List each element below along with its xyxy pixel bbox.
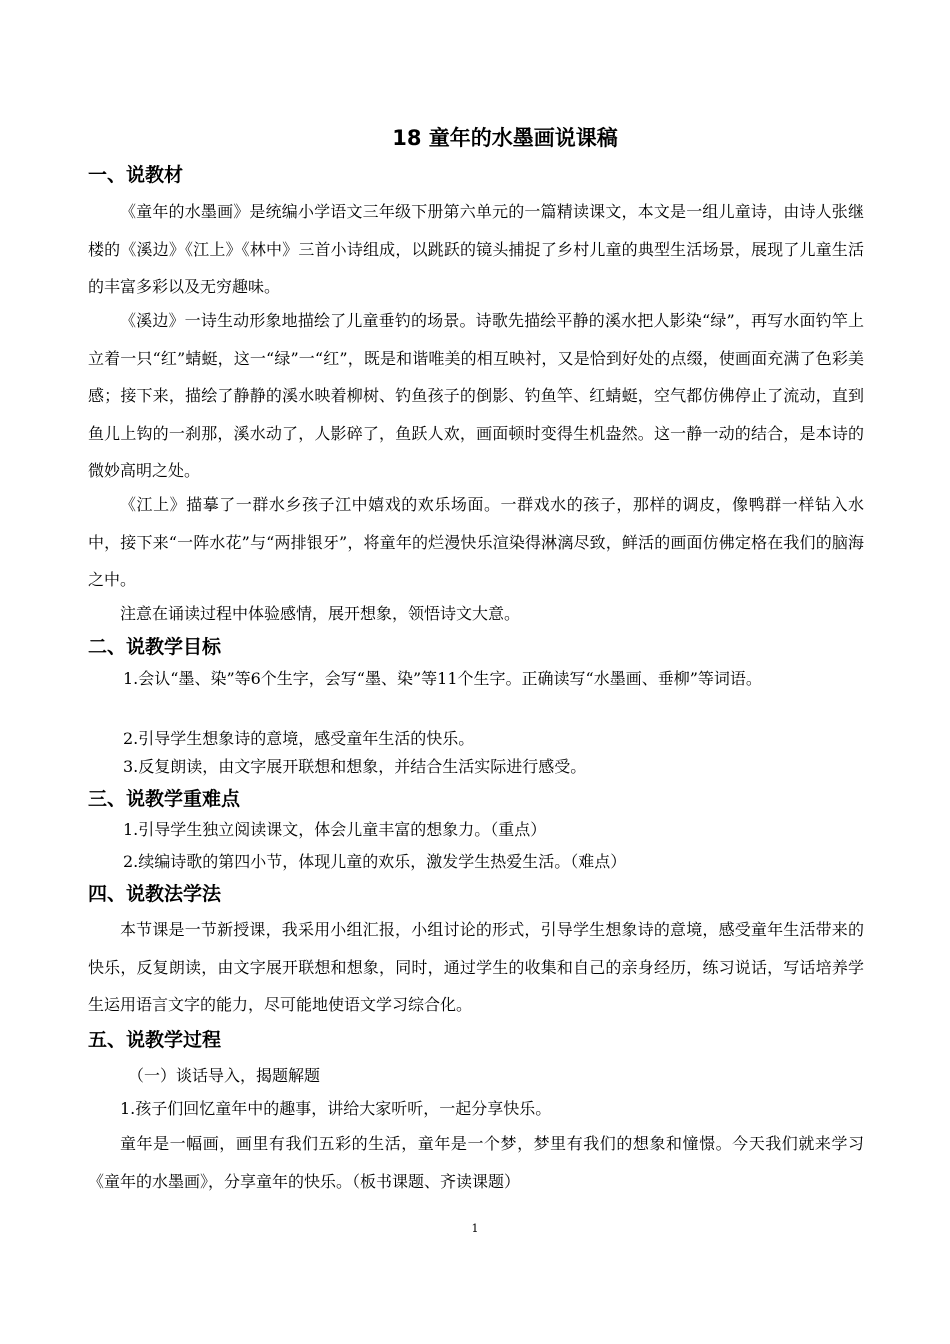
paragraph-jiangshang-analysis: 《江上》描摹了一群水乡孩子江中嬉戏的欢乐场面。一群戏水的孩子，那样的调皮，像鸭群一样钻入水中，接下来“一阵水花”与“两排银牙”，将童年的烂漫快乐渲染得淋漓尽致，鲜活的画面仿佛定格在我们的脑海之中。: [88, 495, 864, 589]
list-item-key-point-2: 2.续编诗歌的第四小节，体现儿童的欢乐，激发学生热爱生活。（难点）: [123, 852, 627, 871]
document-title: [0, 124, 950, 152]
paragraph-methods: 本节课是一节新授课，我采用小组汇报，小组讨论的形式，引导学生想象诗的意境，感受童年生活带来的快乐，反复朗读，由文字展开联想和想象，同时，通过学生的收集和自己的亲身经历，练习说话，写话培养学生运用语言文字的能力，尽可能地使语文学习综合化。: [88, 920, 864, 1014]
list-item-goal-3: 3.反复朗读，由文字展开联想和想象，并结合生活实际进行感受。: [123, 757, 587, 776]
subheading-intro-step: （一）谈话导入，揭题解题: [128, 1066, 321, 1085]
list-item-goal-2: 2.引导学生想象诗的意境，感受童年生活的快乐。: [123, 729, 475, 748]
section-heading-teaching-goals: 二、说教学目标: [88, 636, 222, 658]
document-title-text: 18 童年的水墨画说课稿: [392, 126, 618, 150]
paragraph-textbook-intro: 《童年的水墨画》是统编小学语文三年级下册第六单元的一篇精读课文，本文是一组儿童诗，由诗人张继楼的《溪边》《江上》《林中》三首小诗组成，以跳跃的镜头捕捉了乡村儿童的典型生活场景，展现了儿童生活的丰富多彩以及无穷趣味。: [88, 202, 864, 296]
section-heading-methods: 四、说教法学法: [88, 883, 222, 905]
paragraph-reading-note: 注意在诵读过程中体验感情，展开想象，领悟诗文大意。: [120, 604, 521, 623]
paragraph-xibian-analysis: 《溪边》一诗生动形象地描绘了儿童垂钓的场景。诗歌先描绘平静的溪水把人影染“绿”，再写水面钓竿上立着一只“红”蜻蜓，这一“绿”一“红”，既是和谐唯美的相互映衬，又是恰到好处的点缀，使画面充满了色彩美感；接下来，描绘了静静的溪水映着柳树、钓鱼孩子的倒影、钓鱼竿、红蜻蜓，空气都仿佛停止了流动，直到鱼儿上钩的一刹那，溪水动了，人影碎了，鱼跃人欢，画面顿时变得生机盎然。这一静一动的结合，是本诗的微妙高明之处。: [88, 311, 864, 480]
section-heading-key-points: 三、说教学重难点: [88, 788, 241, 810]
section-heading-teaching-material: 一、说教材: [88, 164, 184, 186]
list-item-key-point-1: 1.引导学生独立阅读课文，体会儿童丰富的想象力。（重点）: [123, 820, 547, 839]
paragraph-childhood-intro: 童年是一幅画，画里有我们五彩的生活，童年是一个梦，梦里有我们的想象和憧憬。今天我们就来学习《童年的水墨画》，分享童年的快乐。（板书课题、齐读课题）: [88, 1134, 864, 1191]
section-heading-teaching-process: 五、说教学过程: [88, 1029, 222, 1051]
page-number: 1: [471, 1222, 479, 1235]
list-item-process-1: 1.孩子们回忆童年中的趣事，讲给大家听听，一起分享快乐。: [120, 1099, 552, 1118]
list-item-goal-1: 1.会认“墨、染”等6个生字，会写“墨、染”等11个生字。正确读写“水墨画、垂柳”等词语。: [123, 669, 762, 688]
